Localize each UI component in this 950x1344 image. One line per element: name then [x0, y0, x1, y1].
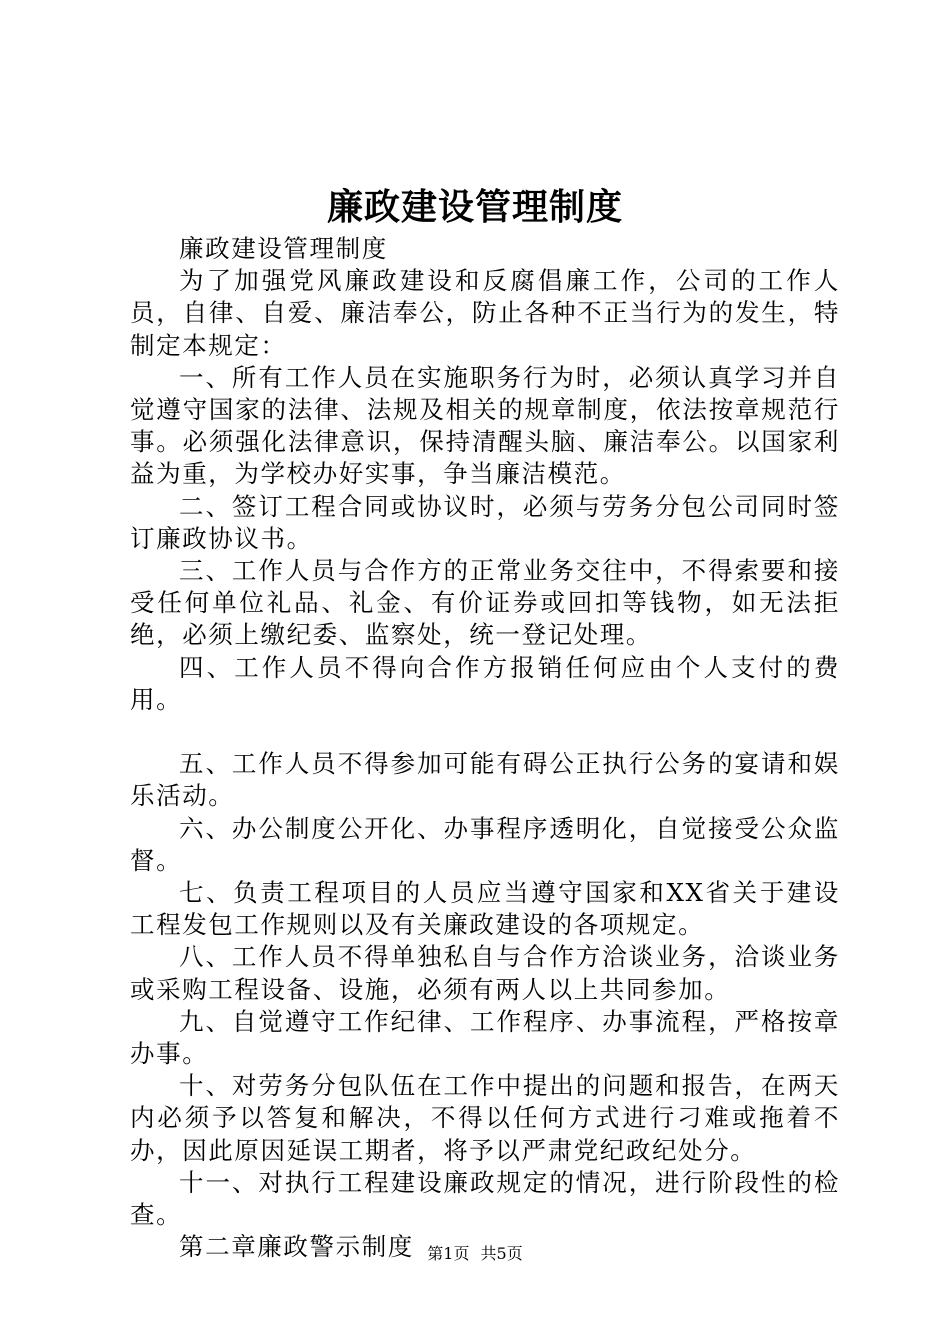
- paragraph-item-2: 二、签订工程合同或协议时，必须与劳务分包公司同时签订廉政协议书。: [130, 491, 840, 553]
- paragraph-subtitle: 廉政建设管理制度: [179, 234, 388, 263]
- paragraph-item-3: 三、工作人员与合作方的正常业务交往中，不得索要和接受任何单位礼品、礼金、有价证券或回扣等钱物，如无法拒绝，必须上缴纪委、监察处，统一登记处理。: [130, 556, 840, 650]
- paragraph-item-10: 十、对劳务分包队伍在工作中提出的问题和报告，在两天内必须予以答复和解决，不得以任何方式进行刁难或拖着不办，因此原因延误工期者，将予以严肃党纪政纪处分。: [130, 1071, 840, 1165]
- paragraph-item-7: 七、负责工程项目的人员应当遵守国家和XX省关于建设工程发包工作规则以及有关廉政建设的各项规定。: [130, 878, 840, 940]
- paragraph-item-4: 四、工作人员不得向合作方报销任何应由个人支付的费用。: [130, 652, 840, 714]
- document-title: 廉政建设管理制度: [326, 187, 623, 228]
- document-body: [130, 233, 840, 1263]
- paragraph-item-8: 八、工作人员不得单独私自与合作方洽谈业务，洽谈业务或采购工程设备、设施，必须有两人以上共同参加。: [130, 942, 840, 1004]
- paragraph-intro: 为了加强党风廉政建设和反腐倡廉工作，公司的工作人员，自律、自爱、廉洁奉公，防止各种不正当行为的发生，特制定本规定：: [130, 266, 840, 360]
- paragraph-spacer: [130, 716, 840, 748]
- page-footer: [0, 1243, 950, 1265]
- paragraph-item-6: 六、办公制度公开化、办事程序透明化，自觉接受公众监督。: [130, 813, 840, 875]
- paragraph-item-9: 九、自觉遵守工作纪律、工作程序、办事流程，严格按章办事。: [130, 1006, 840, 1069]
- paragraph-item-5: 五、工作人员不得参加可能有碍公正执行公务的宴请和娱乐活动。: [130, 749, 840, 811]
- paragraph-item-1: 一、所有工作人员在实施职务行为时，必须认真学习并自觉遵守国家的法律、法规及相关的规章制度，依法按章规范行事。必须强化法律意识，保持清醒头脑、廉洁奉公。以国家利益为重，为学校办好实事，争当廉洁模范。: [130, 362, 840, 489]
- paragraph-chapter-heading: 第二章廉政警示制度: [179, 1232, 414, 1262]
- page-number: 第1页: [427, 1244, 470, 1263]
- page-total: 共5页: [480, 1244, 523, 1263]
- paragraph-item-11: 十一、对执行工程建设廉政规定的情况，进行阶段性的检查。: [130, 1167, 840, 1230]
